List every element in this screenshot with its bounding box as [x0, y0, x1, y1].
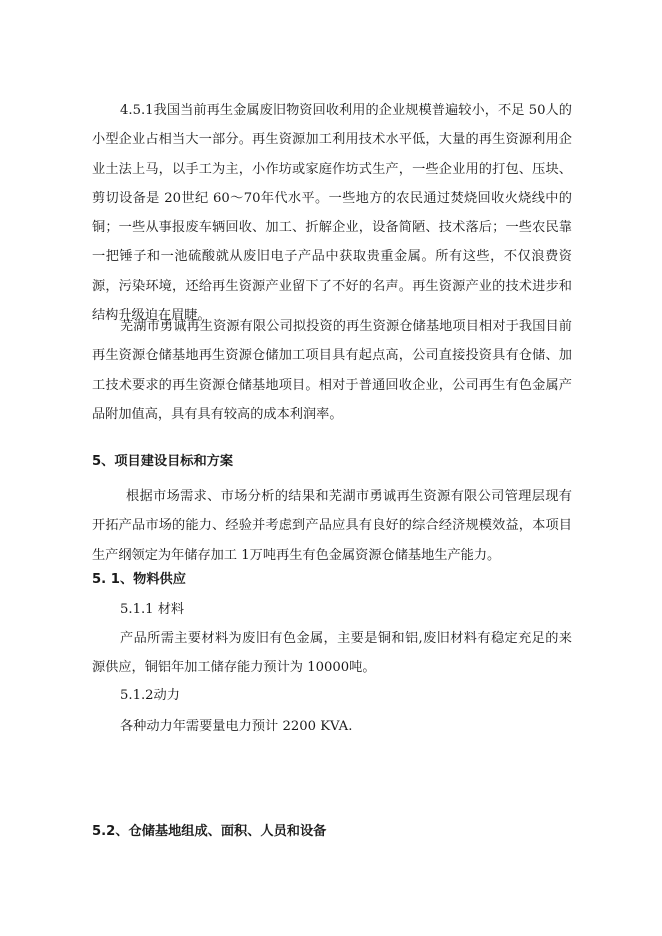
- paragraph-section-5: 根据市场需求、市场分析的结果和芜湖市勇诚再生资源有限公司管理层现有开拓产品市场的能力、经验并考虑到产品应具有良好的综合经济规模效益，本项目生产纲领定为年储存加工 1万吨再生有色金属资源仓储基地生产能力。: [92, 489, 572, 563]
- subsection-heading-5-2: 5.2、仓储基地组成、面积、人员和设备: [92, 824, 327, 839]
- paragraph-power: 各种动力年需要量电力预计 2200 KVA.: [120, 719, 353, 734]
- paragraph-company: 芜湖市勇诚再生资源有限公司拟投资的再生资源仓储基地项目相对于我国目前再生资源仓储基地再生资源仓储加工项目具有起点高，公司直接投资具有仓储、加工技术要求的再生资源仓储基地项目。相对于普通回收企业，公司再生有色金属产品附加值高，具有具有较高的成本利润率。: [92, 319, 572, 422]
- paragraph-materials: 产品所需主要材料为废旧有色金属，主要是铜和铝,废旧材料有稳定充足的来源供应，铜铝年加工储存能力预计为 10000吨。: [92, 631, 572, 676]
- paragraph-451: 4.5.1我国当前再生金属废旧物资回收利用的企业规模普遍较小，不足 50人的小型企业占相当大一部分。再生资源加工利用技术水平低，大量的再生资源利用企业土法上马，以手工为主，小作坊或家庭作坊式生产，一些企业用的打包、压块、剪切设备是 20世纪 60～70年代水平。一些地方的农民通过焚烧回收火烧线中的铜；一些从事报废车辆回收、加工、折解企业，设备简陋、技术落后；一些农民靠一把锤子和一池硫酸就从废旧电子产品中获取贵重金属。所有这些，不仅浪费资源，污染环境，还给再生资源产业留下了不好的名声。再生资源产业的技术进步和结构升级迫在眉睫。: [92, 103, 572, 324]
- item-heading-5-1-2: 5.1.2动力: [120, 688, 180, 703]
- subsection-heading-5-1: 5. 1、物料供应: [92, 572, 186, 587]
- item-heading-5-1-1: 5.1.1 材料: [120, 602, 185, 617]
- section-heading-5: 5、项目建设目标和方案: [92, 454, 234, 469]
